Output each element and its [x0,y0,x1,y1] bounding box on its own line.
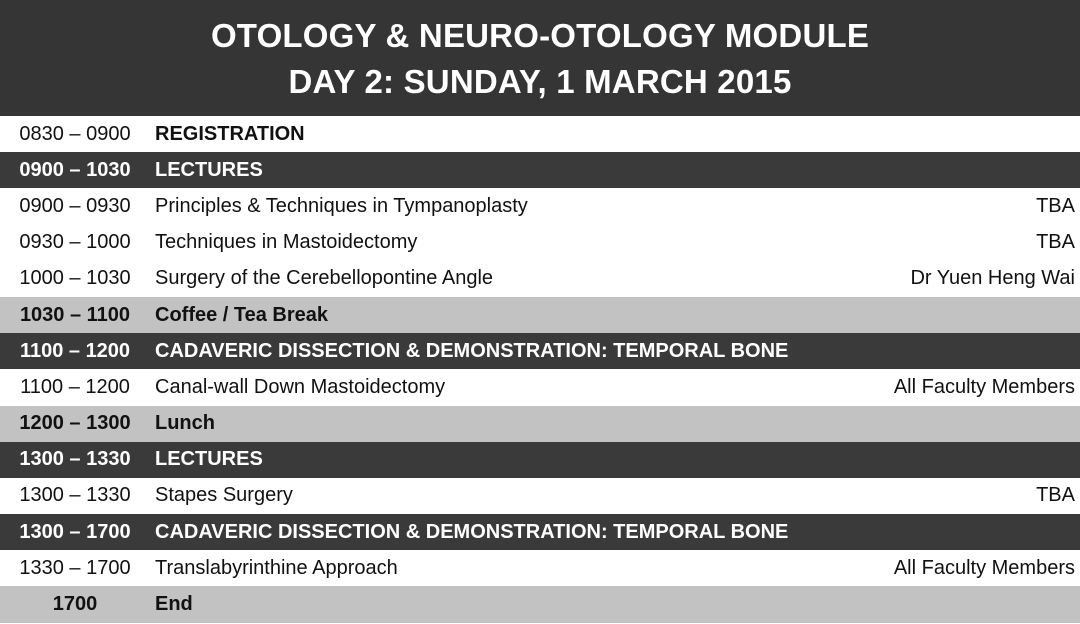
row-time: 0830 – 0900 [19,122,131,145]
row-speaker: All Faculty Members [893,375,1075,398]
break-row [0,406,1080,442]
break-row [0,586,1080,622]
row-speaker: All Faculty Members [893,556,1075,579]
row-time: 1200 – 1300 [19,412,131,435]
row-title: LECTURES [155,158,263,181]
row-title: Canal-wall Down Mastoidectomy [155,375,446,398]
schedule-row [0,188,1080,224]
row-title: Lunch [155,412,215,435]
row-time: 1100 – 1200 [20,375,130,398]
row-time: 1700 [52,593,98,616]
schedule-row [0,261,1080,297]
section-row [0,442,1080,478]
row-speaker: TBA [1036,484,1075,507]
row-title: LECTURES [155,448,263,471]
page-subtitle: DAY 2: SUNDAY, 1 MARCH 2015 [288,63,792,100]
row-title: Principles & Techniques in Tympanoplasty [155,194,528,217]
section-row [0,152,1080,188]
schedule-row [0,225,1080,261]
row-time: 1030 – 1100 [19,303,131,326]
row-time: 0900 – 1030 [19,158,131,181]
row-title: CADAVERIC DISSECTION & DEMONSTRATION: TEMPORAL BONE [155,520,789,543]
row-time: 1300 – 1330 [19,484,131,507]
row-time: 0900 – 0930 [19,194,131,217]
row-time: 1330 – 1700 [19,556,131,579]
row-time: 1100 – 1200 [19,339,131,362]
row-title: Coffee / Tea Break [155,303,329,326]
row-speaker: TBA [1036,231,1075,254]
section-row [0,514,1080,550]
row-title: Translabyrinthine Approach [155,556,398,579]
row-title: Techniques in Mastoidectomy [155,231,418,254]
break-row [0,297,1080,333]
schedule-table [0,116,1080,623]
row-time: 0930 – 1000 [19,231,131,254]
row-title: REGISTRATION [155,122,305,145]
row-title: Surgery of the Cerebellopontine Angle [155,267,494,290]
row-title: End [155,593,193,616]
page-header [0,0,1080,116]
section-row [0,333,1080,369]
row-speaker: TBA [1036,194,1075,217]
schedule-row [0,369,1080,405]
page-title: OTOLOGY & NEURO-OTOLOGY MODULE [210,17,870,54]
row-time: 1000 – 1030 [19,267,131,290]
schedule-row [0,116,1080,152]
schedule-row [0,478,1080,514]
row-speaker: Dr Yuen Heng Wai [910,267,1075,290]
schedule-row [0,550,1080,586]
row-title: Stapes Surgery [155,484,293,507]
row-title: CADAVERIC DISSECTION & DEMONSTRATION: TEMPORAL BONE [155,339,789,362]
row-time: 1300 – 1700 [19,520,131,543]
row-time: 1300 – 1330 [19,448,131,471]
